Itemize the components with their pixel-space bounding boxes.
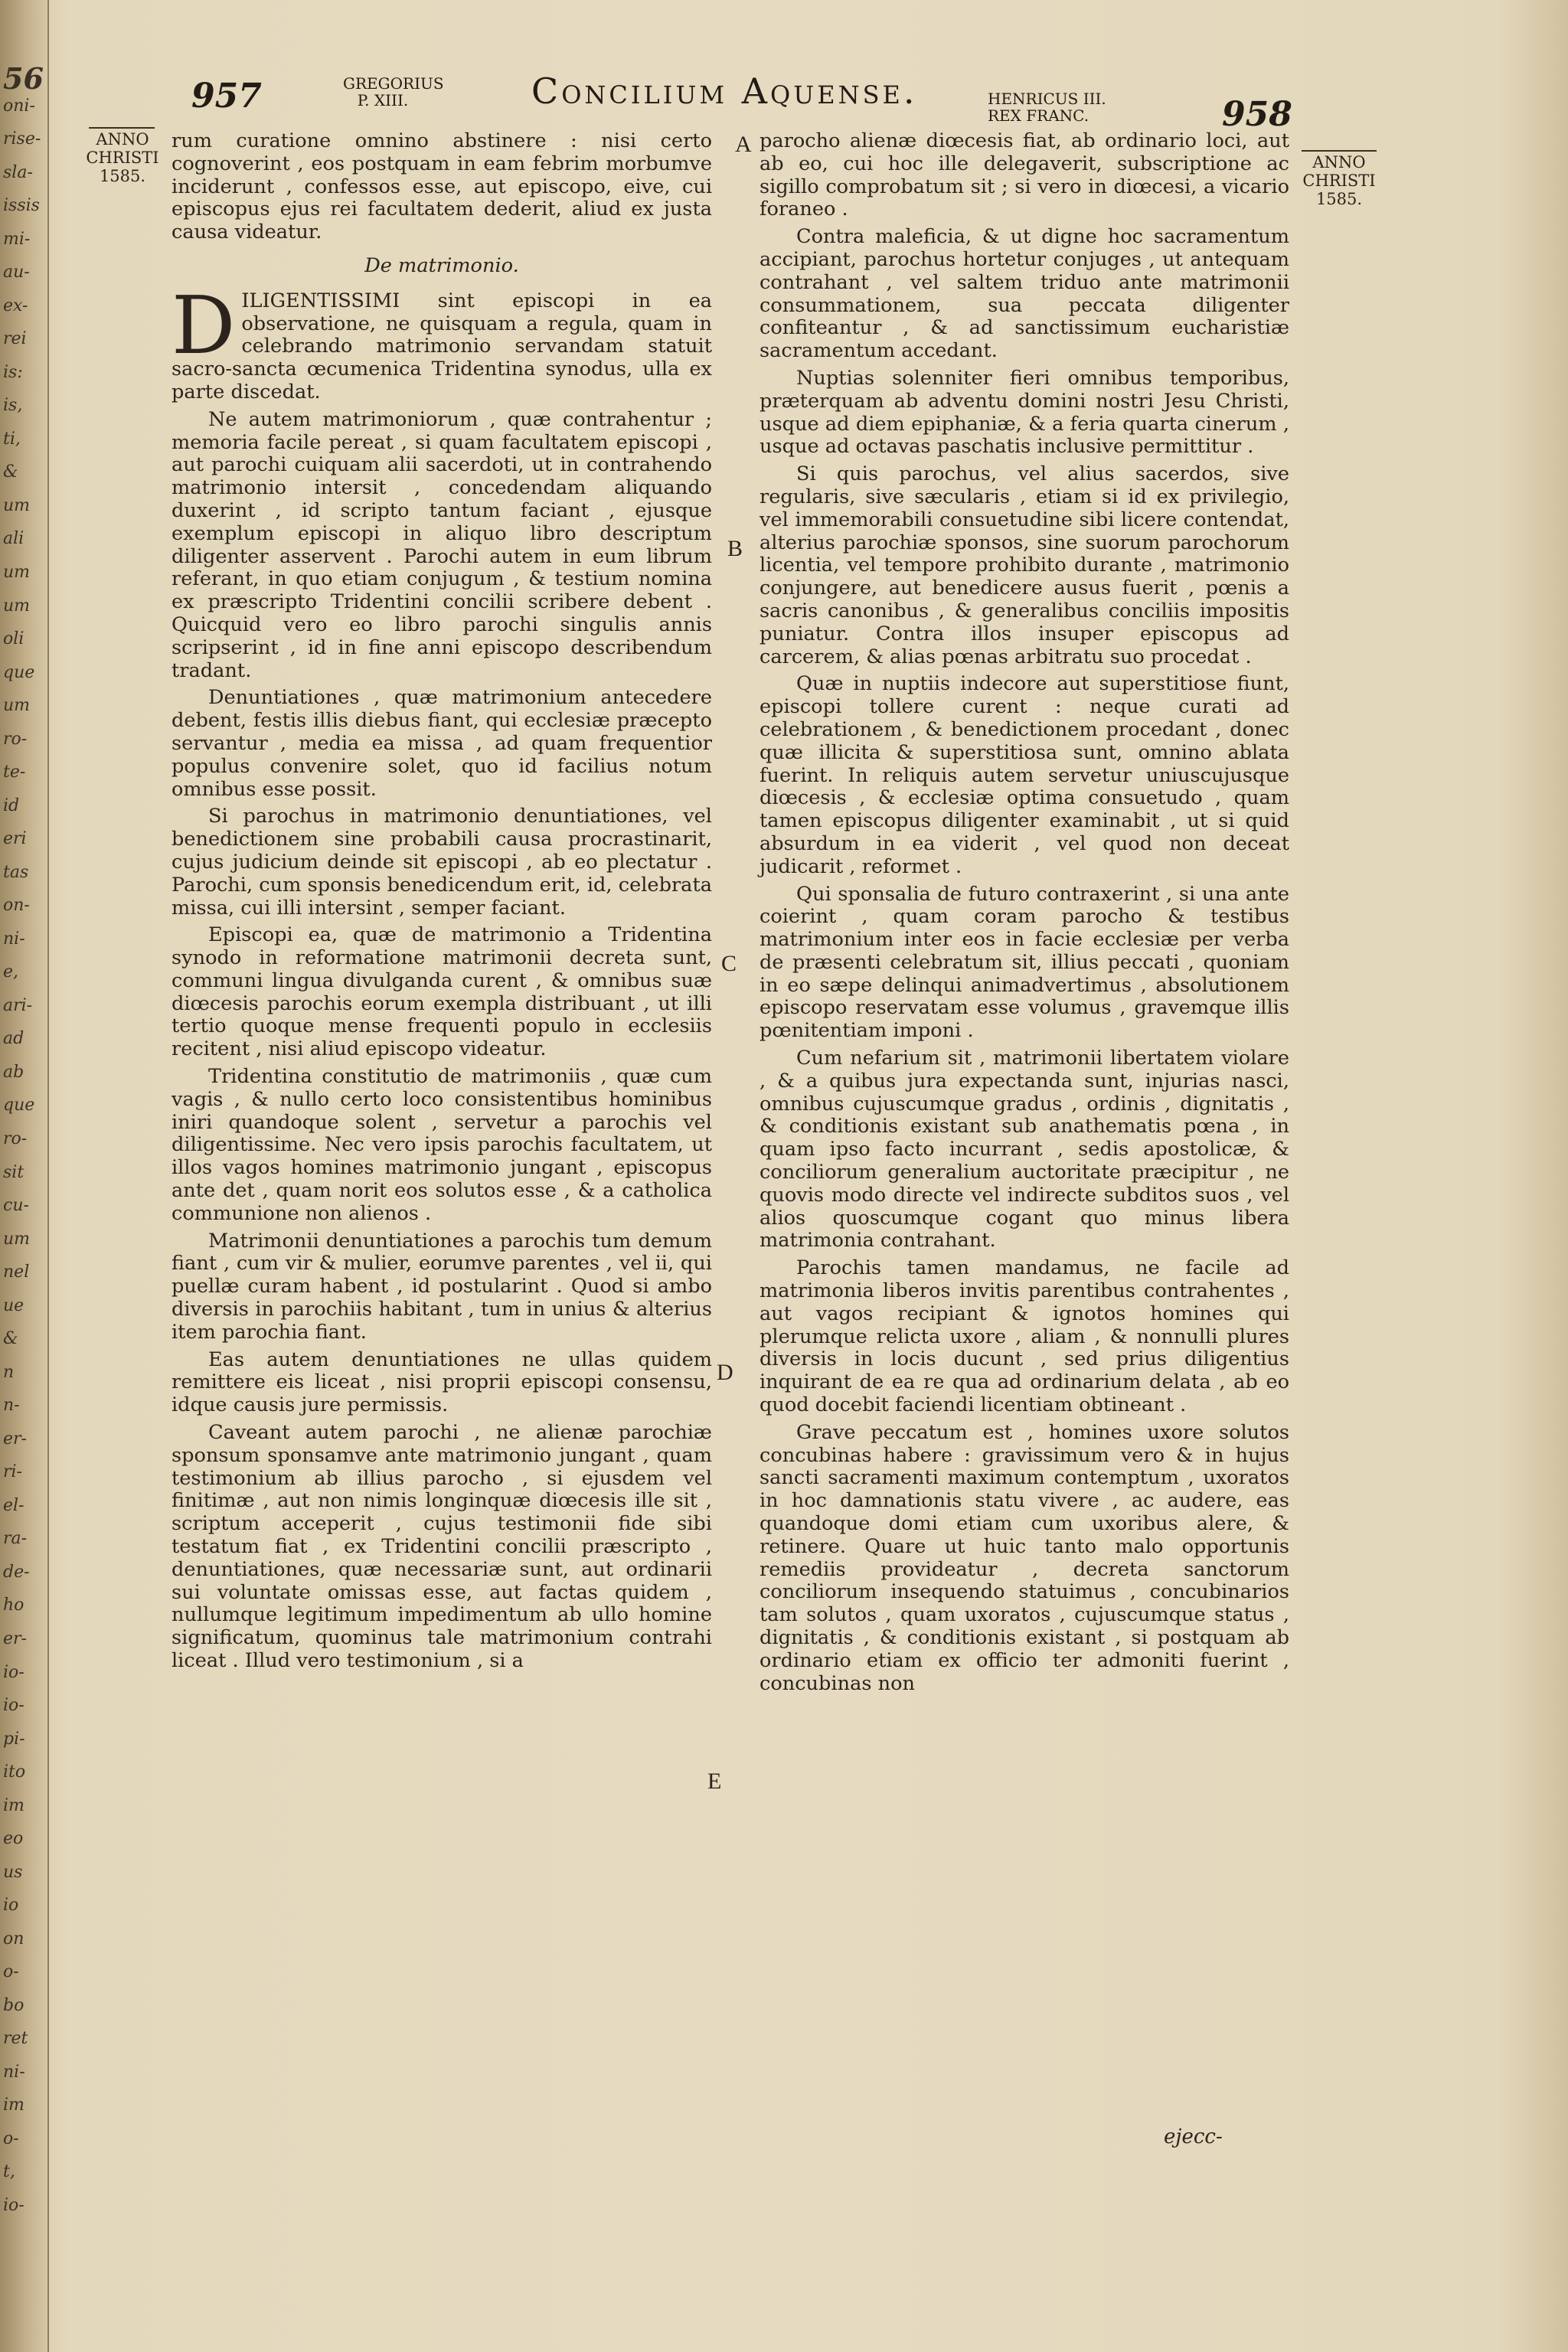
paragraph: Qui sponsalia de futuro contraxerint , si una ante coierint , quam coram parocho & testibus matrimonium inter eos in facie ecclesiæ per verba de præsenti celebratum sit, illius peccati , quoniam in eo sæpe delinqui animadvertimus , absolutionem episcopo reservatam esse volumus , gravemque illis pœnitentiam imponi . xyxy=(760,882,1289,1043)
gutter-fragment: de- xyxy=(3,1563,30,1582)
gutter-fragment: ro- xyxy=(3,1129,28,1148)
gutter-fragment: ret xyxy=(3,2029,28,2048)
gutter-fragment: rei xyxy=(3,329,27,348)
gutter-fragment: io- xyxy=(3,1663,24,1682)
gutter-fragment: um xyxy=(3,563,31,582)
gutter-fragment: ex- xyxy=(3,296,28,315)
continued-paragraph: rum curatione omnino abstinere : nisi certo cognoverint , eos postquam in eam febrim morbumve inciderunt , confessos esse, aut episcopo, eive, cui episcopus ejus rei facultatem dederit, aliud ex justa causa videatur. xyxy=(172,129,712,244)
gutter-fragment: on- xyxy=(3,896,30,915)
margin-rule xyxy=(89,127,155,129)
gutter-fragment: ti, xyxy=(3,430,21,449)
gutter-fragment: n- xyxy=(3,1396,20,1415)
section-marker-a: A xyxy=(735,132,752,157)
gutter-fragment: us xyxy=(3,1863,23,1882)
gutter-fragment: id xyxy=(3,796,20,815)
gutter-fragment: sit xyxy=(3,1163,24,1182)
gutter-fragment: is, xyxy=(3,396,23,415)
paragraph: Quæ in nuptiis indecore aut superstitiose fiunt, episcopi tollere curent : neque curati ad celebrationem , & benedictionem procedant , donec quæ illicita & superstitiosa sunt, omnino ablata fuerint. In reliquis autem servetur uniuscujusque diœcesis , & ecclesiæ optima consuetudo , quam tamen episcopus diligenter examinabit , ut si quid absurdum in ea viderit , vel quod non deceat judicarit , reformet . xyxy=(760,672,1289,878)
margin-year-label: ANNO xyxy=(1312,153,1366,172)
margin-year: 1585. xyxy=(1315,190,1363,208)
left-running-label xyxy=(343,74,444,109)
margin-year: 1585. xyxy=(99,167,146,185)
gutter-fragment: ra- xyxy=(3,1529,28,1548)
gutter-fragment: & xyxy=(3,462,18,482)
gutter-fragment: um xyxy=(3,1230,31,1249)
gutter-fragment: oni- xyxy=(3,96,35,116)
king-title: REX FRANC. xyxy=(988,106,1089,125)
gutter-fragment: um xyxy=(3,596,31,616)
gutter-fragment: im xyxy=(3,2096,24,2115)
gutter-fragment: ab xyxy=(3,1063,24,1082)
page-title: Concilium Aquense. xyxy=(531,70,918,112)
pope-name: GREGORIUS xyxy=(343,74,444,93)
gutter-fragment: el- xyxy=(3,1496,24,1515)
paragraph: Tridentina constitutio de matrimoniis , quæ cum vagis , & nullo certo loco consistentibus hominibus iniri quandoque solent , servetur a parochis vel diligentissime. Nec vero ipsis parochis facultatem, ut illos vagos homines matrimonio jungant , episcopus ante det , quam norit eos solutos esse , & a catholica communione non alienos . xyxy=(172,1065,712,1225)
drop-cap: D xyxy=(172,278,236,372)
paragraph: Eas autem denuntiationes ne ullas quidem remittere eis liceat , nisi proprii episcopi consensu, idque causis jure permissis. xyxy=(172,1348,712,1417)
paragraph: Si parochus in matrimonio denuntiationes, vel benedictionem sine probabili causa procrastinarit, cujus judicium deinde sit episcopi , ab eo plectatur . Parochi, cum sponsis benedicendum erit, id, celebrata missa, cui illi intersint , semper faciant. xyxy=(172,805,712,920)
gutter-fragment: pi- xyxy=(3,1730,25,1749)
section-marker-d: D xyxy=(717,1360,733,1385)
gutter-fragment: ad xyxy=(3,1029,24,1048)
margin-note-right xyxy=(1297,153,1381,208)
gutter-fragment: nel xyxy=(3,1263,30,1282)
section-heading: De matrimonio. xyxy=(364,253,519,277)
gutter-fragment: te- xyxy=(3,763,26,782)
gutter-fragment: oli xyxy=(3,629,24,648)
gutter-fragment: er- xyxy=(3,1429,27,1449)
gutter-fragment: e, xyxy=(3,962,19,982)
paragraph xyxy=(172,278,712,404)
paragraph-text: ILIGENTISSIMI sint episcopi in ea observatione, ne quisquam a regula, quam in celebrando matrimonio servandam statuit sacro-sancta œcumenica Tridentina synodus, ulla ex parte discedat. xyxy=(172,289,712,403)
gutter-fragment: ri- xyxy=(3,1462,22,1481)
gutter-fragment: issis xyxy=(3,196,40,215)
pope-number: P. XIII. xyxy=(357,91,409,109)
gutter-fragment: tas xyxy=(3,863,29,882)
left-page-number: 957 xyxy=(191,77,262,116)
margin-era-label: CHRISTI xyxy=(1302,172,1376,190)
gutter-fragment: mi- xyxy=(3,230,31,249)
left-text-column xyxy=(172,130,712,1677)
gutter-fragment: eri xyxy=(3,829,27,848)
gutter-fragment: ari- xyxy=(3,996,33,1015)
paragraph: Nuptias solenniter fieri omnibus temporibus, præterquam ab adventu domini nostri Jesu Christi, usque ad diem epiphaniæ, & a feria quarta cinerum , usque ad octavas paschatis inclusive permittitur . xyxy=(760,366,1289,459)
right-running-label xyxy=(988,90,1106,125)
gutter-fragment: ni- xyxy=(3,929,25,949)
gutter-fragment: que xyxy=(3,663,35,682)
paragraph: Parochis tamen mandamus, ne facile ad matrimonia liberos invitis parentibus contrahentes , aut vagos recipiant & ignotos homines qui plerumque relicta uxore , aliam , & nonnulli plures diversis in locis ducunt , sed prius diligentius inquirant de ea re qua ad ordinarium delata , ab eo quod docebit faciendi licentiam obtineant . xyxy=(760,1256,1289,1417)
continued-paragraph: parocho alienæ diœcesis fiat, ab ordinario loci, aut ab eo, cui hoc ille delegaverit, subscriptione ac sigillo comprobatum sit ; si vero in diœcesi, a vicario foraneo . xyxy=(760,129,1289,221)
gutter-fragment: ue xyxy=(3,1296,24,1315)
paragraph: Cum nefarium sit , matrimonii libertatem violare , & a quibus jura expectanda sunt, injurias nasci, omnibus cujuscumque gradus , ordinis , dignitatis , & conditionis existant sub anathematis pœna , in quam ipso facto incurrant , sedis apostolicæ, & conciliorum generalium auctoritate præcipitur , ne quovis modo directe vel indirecte subditos suos , vel alios quoscumque cogant quo minus libera matrimonia contrahant. xyxy=(760,1047,1289,1253)
margin-era-label: CHRISTI xyxy=(86,149,159,167)
gutter-fragment: um xyxy=(3,696,31,715)
gutter-fragment: um xyxy=(3,496,31,515)
gutter-fragment: sla- xyxy=(3,163,33,182)
gutter-fragment: & xyxy=(3,1329,18,1348)
previous-page-edge xyxy=(0,0,49,2352)
catchword: ejecc- xyxy=(1164,2125,1223,2148)
paragraph: Ne autem matrimoniorum , quæ contrahentur ; memoria facile pereat , si quam facultatem episcopi , aut parochi cuiquam alii sacerdoti, ut in contrahendo matrimonio intersit , concedendam aliquando duxerint , id scripto tantum faciant , ejusque exemplum episcopi in aliquo libro descriptum diligenter asservent . Parochi autem in eum librum referant, in quo etiam conjugum , & testium nomina ex præscripto Tridentini concilii scribere debent . Quicquid vero eo libro parochi singulis annis scripserint , id in fine anni episcopo describendum tradant. xyxy=(172,407,712,682)
gutter-fragment: on xyxy=(3,1929,24,1949)
gutter-fragment: io xyxy=(3,1896,19,1915)
gutter-fragment: rise- xyxy=(3,129,41,149)
paragraph: Episcopi ea, quæ de matrimonio a Tridentina synodo in reformatione matrimonii decreta sunt, communi lingua divulganda curent , & omnibus suæ diœcesis parochis eorum exempla distribuant , ut illi tertio quoque mense frequenti populo in ecclesiis recitent , nisi aliud episcopo videatur. xyxy=(172,923,712,1061)
gutter-fragment: im xyxy=(3,1796,24,1815)
paragraph: Caveant autem parochi , ne alienæ parochiæ sponsum sponsamve ante matrimonio jungant , quam testimonium ab illius parocho , si ejusdem vel finitimæ , aut non nimis longinquæ diœcesis ille sit , scriptum acceperit , cujus testimonii fide sibi testatum fiat , ex Tridentini concilii præscripto , denuntiationes, quæ necessariæ sunt, aut ordinarii sui voluntate omissas esse, aut factas quidem , nullumque legitimum impedimentum ab ullo homine significatum, quominus tale matrimonium contrahi liceat . Illud vero testimonium , si a xyxy=(172,1421,712,1672)
paragraph: Si quis parochus, vel alius sacerdos, sive regularis, sive sæcularis , etiam si id ex privilegio, vel immemorabili consuetudine sibi licere contendat, alterius parochiæ sponsos, sine suorum parochorum licentia, vel tempore prohibito durante , matrimonio conjungere, aut benedicere ausus fuerit , pœnis a sacris canonibus , & generalibus conciliis impositis puniatur. Contra illos insuper episcopus ad carcerem, & alias pœnas arbitratu suo procedat . xyxy=(760,462,1289,668)
paragraph: Contra maleficia, & ut digne hoc sacramentum accipiant, parochus hortetur conjuges , ut antequam contrahant , vel saltem triduo ante matrimonii consummationem, sua peccata diligenter confiteantur , & ad sanctissimum eucharistiæ sacramentum accedant. xyxy=(760,225,1289,363)
gutter-fragment: cu- xyxy=(3,1196,29,1215)
gutter-fragment: au- xyxy=(3,263,30,282)
gutter-fragment: que xyxy=(3,1096,35,1115)
right-page-number: 958 xyxy=(1222,95,1292,134)
gutter-fragment: o- xyxy=(3,1962,19,1981)
gutter-fragment: 56 xyxy=(3,61,44,96)
gutter-fragment: n xyxy=(3,1363,15,1382)
gutter-fragment: t, xyxy=(3,2162,15,2181)
gutter-fragment: eo xyxy=(3,1829,24,1848)
paragraph: Denuntiationes , quæ matrimonium antecedere debent, festis illis diebus fiant, qui ecclesiæ præcepto servantur , media ea missa , ad quam frequentior populus convenire solet, quo id facilius notum omnibus esse possit. xyxy=(172,686,712,801)
gutter-fragment: ro- xyxy=(3,730,28,749)
gutter-fragment: ni- xyxy=(3,2063,25,2082)
gutter-fragment: io- xyxy=(3,2196,24,2215)
gutter-fragment: er- xyxy=(3,1629,27,1648)
gutter-fragment: ho xyxy=(3,1596,24,1615)
section-marker-e: E xyxy=(707,1769,722,1794)
gutter-fragment: bo xyxy=(3,1996,24,2015)
paragraph: Matrimonii denuntiationes a parochis tum demum fiant , cum vir & mulier, eorumve parentes , vel ii, qui puellæ curam habent , id postularint . Quod si ambo diversis in parochiis habitant , tum in unius & alterius item parochia fiant. xyxy=(172,1229,712,1344)
gutter-fragment: ito xyxy=(3,1762,26,1782)
margin-rule xyxy=(1302,150,1377,152)
section-marker-c: C xyxy=(721,951,737,976)
gutter-fragment: o- xyxy=(3,2129,19,2148)
margin-note-left xyxy=(84,130,161,185)
gutter-fragment: io- xyxy=(3,1696,24,1715)
gutter-fragment: ali xyxy=(3,529,24,548)
margin-year-label: ANNO xyxy=(96,130,149,149)
right-text-column xyxy=(760,130,1289,1700)
section-marker-b: B xyxy=(727,536,743,561)
gutter-fragment: is: xyxy=(3,363,23,382)
paragraph: Grave peccatum est , homines uxore solutos concubinas habere : gravissimum vero & in hujus sancti sacramenti maximum contemptum , uxoratos in hoc damnationis statu vivere , ac audere, eas quandoque domi etiam cum uxoribus alere, & retinere. Quare ut huic tanto malo opportunis remediis provideatur , decreta sanctorum conciliorum insequendo statuimus , concubinarios tam solutos , quam uxoratos , cujuscumque status , dignitatis , & conditionis existant , si postquam ab ordinario etiam ex officio ter admoniti fuerint , concubinas non xyxy=(760,1420,1289,1695)
king-name: HENRICUS III. xyxy=(988,90,1106,108)
